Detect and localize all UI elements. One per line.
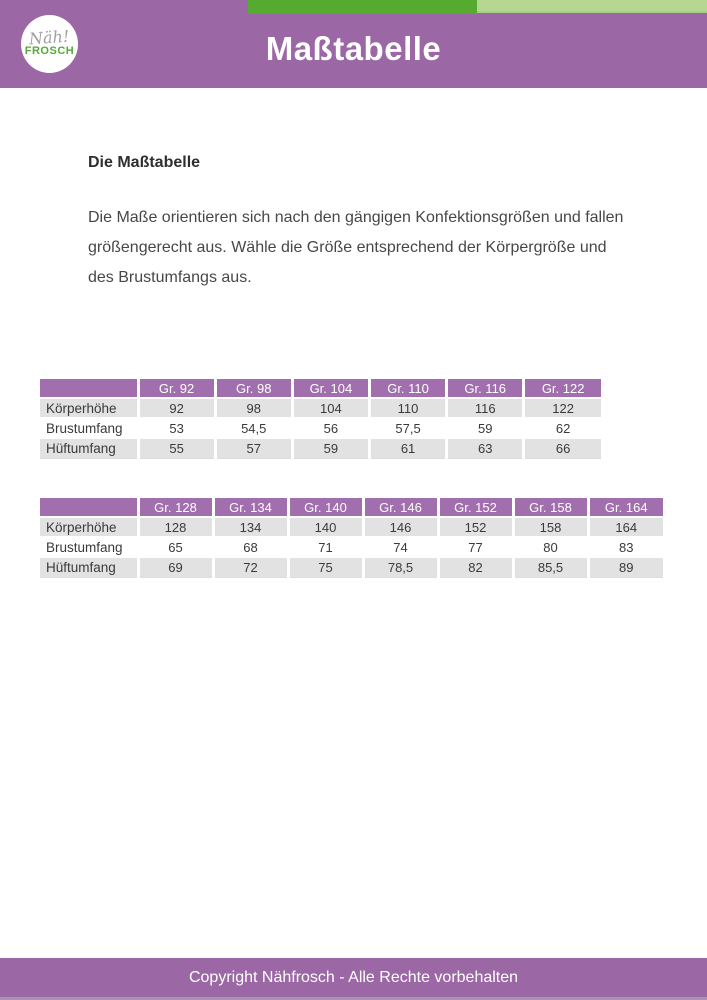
table-row: [40, 537, 663, 557]
size-column-header: Gr. 164: [588, 498, 663, 517]
cell-value: 59: [292, 438, 369, 458]
cell-value: 69: [138, 557, 213, 577]
table-header-row: [40, 498, 663, 517]
size-column-header: Gr. 152: [438, 498, 513, 517]
row-label: Brustumfang: [40, 418, 138, 438]
cell-value: 164: [588, 517, 663, 537]
intro-section: [88, 154, 636, 293]
cell-value: 140: [288, 517, 363, 537]
cell-value: 89: [588, 557, 663, 577]
table-row: [40, 438, 601, 458]
size-column-header: Gr. 104: [292, 379, 369, 398]
measurement-table-small: [40, 379, 601, 459]
page-title: Maßtabelle: [265, 30, 442, 67]
cell-value: 65: [138, 537, 213, 557]
cell-value: 74: [363, 537, 438, 557]
size-column-header: Gr. 116: [447, 379, 524, 398]
cell-value: 71: [288, 537, 363, 557]
cell-value: 55: [138, 438, 215, 458]
cell-value: 57,5: [369, 418, 446, 438]
size-column-header: Gr. 110: [369, 379, 446, 398]
page-footer: [0, 958, 707, 997]
row-label: Brustumfang: [40, 537, 138, 557]
cell-value: 66: [524, 438, 601, 458]
cell-value: 77: [438, 537, 513, 557]
cell-value: 110: [369, 398, 446, 418]
row-label: Hüftumfang: [40, 438, 138, 458]
cell-value: 104: [292, 398, 369, 418]
cell-value: 78,5: [363, 557, 438, 577]
size-table-small: [40, 379, 601, 459]
measurement-table-large: [40, 498, 663, 578]
cell-value: 85,5: [513, 557, 588, 577]
cell-value: 53: [138, 418, 215, 438]
cell-value: 59: [447, 418, 524, 438]
cell-value: 158: [513, 517, 588, 537]
naehfrosch-logo: [21, 15, 78, 73]
cell-value: 68: [213, 537, 288, 557]
table-row: [40, 517, 663, 537]
cell-value: 54,5: [215, 418, 292, 438]
table-row: [40, 557, 663, 577]
copyright-text: Copyright Nähfrosch - Alle Rechte vorbehalten: [188, 968, 519, 986]
table-header-row: [40, 379, 601, 398]
size-column-header: Gr. 92: [138, 379, 215, 398]
cell-value: 134: [213, 517, 288, 537]
size-column-header: Gr. 122: [524, 379, 601, 398]
corner-header-cell: [40, 379, 138, 398]
row-label: Körperhöhe: [40, 398, 138, 418]
cell-value: 92: [138, 398, 215, 418]
logo-script-text: Näh!: [28, 26, 71, 49]
cell-value: 82: [438, 557, 513, 577]
cell-value: 83: [588, 537, 663, 557]
cell-value: 57: [215, 438, 292, 458]
cell-value: 146: [363, 517, 438, 537]
size-column-header: Gr. 98: [215, 379, 292, 398]
cell-value: 75: [288, 557, 363, 577]
cell-value: 63: [447, 438, 524, 458]
cell-value: 122: [524, 398, 601, 418]
row-label: Hüftumfang: [40, 557, 138, 577]
cell-value: 80: [513, 537, 588, 557]
logo-brand-text: FROSCH: [24, 45, 75, 57]
size-column-header: Gr. 140: [288, 498, 363, 517]
cell-value: 152: [438, 517, 513, 537]
cell-value: 62: [524, 418, 601, 438]
cell-value: 61: [369, 438, 446, 458]
size-column-header: Gr. 158: [513, 498, 588, 517]
size-column-header: Gr. 146: [363, 498, 438, 517]
corner-header-cell: [40, 498, 138, 517]
cell-value: 72: [213, 557, 288, 577]
size-table-large: [40, 498, 663, 578]
cell-value: 116: [447, 398, 524, 418]
section-heading: Die Maßtabelle: [88, 154, 201, 171]
table-row: [40, 418, 601, 438]
cell-value: 98: [215, 398, 292, 418]
cell-value: 128: [138, 517, 213, 537]
table-row: [40, 398, 601, 418]
cell-value: 56: [292, 418, 369, 438]
row-label: Körperhöhe: [40, 517, 138, 537]
size-column-header: Gr. 128: [138, 498, 213, 517]
size-column-header: Gr. 134: [213, 498, 288, 517]
page-header: [0, 0, 707, 88]
intro-paragraph: Die Maße orientieren sich nach den gängigen Konfektionsgrößen und fallen größengerecht aus. Wähle die Größe entsprechend der Körpergröße und des Brustumfangs aus.: [88, 209, 624, 286]
